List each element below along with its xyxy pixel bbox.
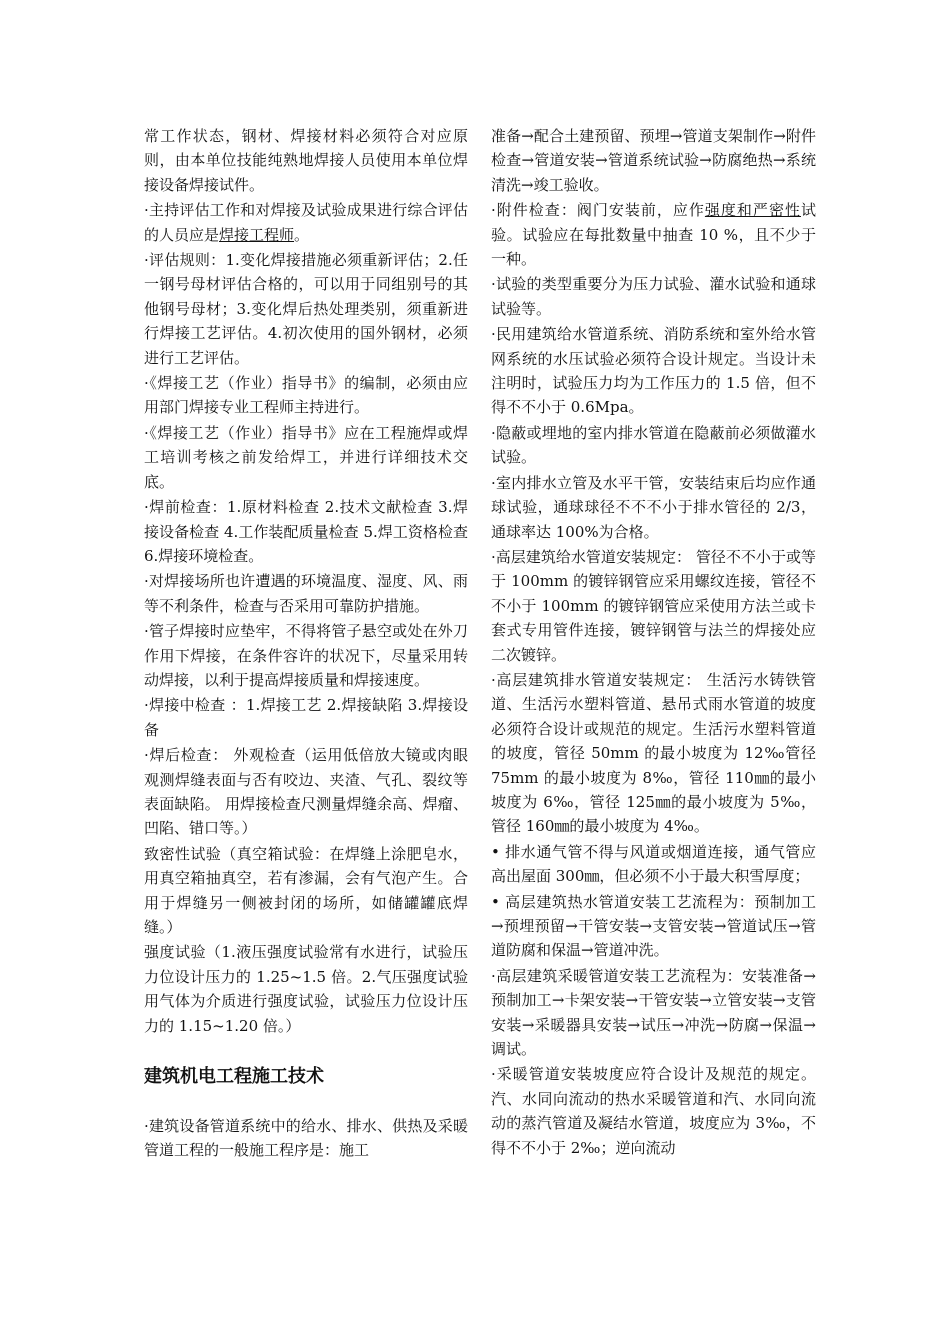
- section-heading: 建筑机电工程施工技术: [144, 1066, 324, 1088]
- paragraph: ·管子焊接时应垫牢，不得将管子悬空或处在外刀作用下焊接，在条件容许的状况下，尽量采用转动焊接，以利于提高焊接质量和焊接速度。: [144, 622, 468, 689]
- right-column: [491, 124, 816, 1161]
- paragraph: ·《焊接工艺（作业）指导书》应在工程施焊或焊工培训考核之前发给焊工，并进行详细技术交底。: [144, 423, 468, 491]
- paragraph: ·对焊接场所也许遭遇的环境温度、湿度、风、雨等不利条件，检查与否采用可靠防护措施。: [144, 572, 468, 615]
- paragraph: 致密性试验（真空箱试验：在焊缝上涂肥皂水，用真空箱抽真空，若有渗漏，会有气泡产生。合用于焊缝另一侧被封闭的场所，如储罐罐底焊缝。）: [144, 844, 468, 936]
- paragraph: ·隐蔽或埋地的室内排水管道在隐蔽前必须做灌水试验。: [491, 423, 816, 467]
- paragraph: ·采暖管道安装坡度应符合设计及规范的规定。 汽、水同向流动的热水采暖管道和汽、水同向流动的蒸汽管道及凝结水管道，坡度应为 3‰，不得不不小于 2‰；逆向流动: [491, 1065, 816, 1157]
- paragraph: ·高层建筑排水管道安装规定： 生活污水铸铁管道、生活污水塑料管道、悬吊式雨水管道的坡度必须符合设计或规范的规定。生活污水塑料管道的坡度，管径 50mm 的最小坡度为 12‰管径 75mm 的最小坡度为 8‰，管径 110㎜的最小坡度为 6‰，管径 125㎜的最小坡度为 5‰，管径 160㎜的最小坡度为 4‰。: [491, 670, 816, 836]
- paragraph: ·焊前检查：1.原材料检查 2.技术文献检查 3.焊接设备检查 4.工作装配质量检查 5.焊工资格检查 6.焊接环境检查。: [144, 498, 468, 565]
- paragraph: • 排水通气管不得与风道或烟道连接，通气管应高出屋面 300㎜，但必须不小于最大积雪厚度；: [491, 842, 816, 886]
- paragraph: 常工作状态，钢材、焊接材料必须符合对应原则，由本单位技能纯熟地焊接人员使用本单位焊接设备焊接试件。: [144, 127, 468, 194]
- paragraph: ·民用建筑给水管道系统、消防系统和室外给水管网系统的水压试验必须符合设计规定。当设计未注明时，试验压力均为工作压力的 1.5 倍，但不得不不小于 0.6Mpa。: [491, 325, 816, 417]
- paragraph: ·高层建筑采暖管道安装工艺流程为：安装准备→预制加工→卡架安装→干管安装→立管安装→支管安装→采暖器具安装→试压→冲洗→防腐→保温→调试。: [491, 966, 816, 1059]
- paragraph-text: 试验。试验应在每批数量中抽查 10 %，且不少于一种。: [491, 201, 816, 269]
- paragraph: [144, 198, 468, 247]
- paragraph: ·焊后检查： 外观检查（运用低倍放大镜或肉眼观测焊缝表面与否有咬边、夹渣、气孔、裂纹等表面缺陷。 用焊接检查尺测量焊缝余高、焊瘤、凹陷、错口等。）: [144, 746, 468, 838]
- paragraph: ·焊接中检查 ：1.焊接工艺 2.焊接缺陷 3.焊接设备: [144, 696, 468, 739]
- paragraph: ·建筑设备管道系统中的给水、排水、供热及采暖管道工程的一般施工程序是：施工: [144, 1117, 468, 1160]
- paragraph: ·《焊接工艺（作业）指导书》的编制，必须由应用部门焊接专业工程师主持进行。: [144, 374, 468, 417]
- paragraph: 强度试验（1.液压强度试验常有水进行，试验压力位设计压力的 1.25~1.5 倍。2.气压强度试验用气体为介质进行强度试验，试验压力位设计压力的 1.15~1.20 倍。）: [144, 943, 468, 1035]
- paragraph-text: ·主持评估工作和对焊接及试验成果进行综合评估的人员应是: [144, 201, 468, 244]
- paragraph: [491, 198, 816, 271]
- strength-tightness-link[interactable]: 强度和严密性: [704, 201, 801, 220]
- paragraph: ·室内排水立管及水平干管，安装结束后均应作通球试验，通球球径不不不小于排水管径的 2/3，通球率达 100%为合格。: [491, 473, 816, 541]
- paragraph-text: ·附件检查：阀门安装前，应作: [491, 201, 705, 220]
- welding-engineer-link[interactable]: 焊接工程师: [219, 225, 295, 244]
- paragraph: 准备→配合土建预留、预埋→管道支架制作→附件检查→管道安装→管道系统试验→防腐绝热→系统清洗→竣工验收。: [491, 127, 816, 194]
- paragraph: • 高层建筑热水管道安装工艺流程为：预制加工→预埋预留→干管安装→支管安装→管道试压→管道防腐和保温→管道冲洗。: [491, 892, 816, 960]
- paragraph: ·试验的类型重要分为压力试验、灌水试验和通球试验等。: [491, 275, 816, 318]
- left-column: [144, 124, 468, 1164]
- paragraph: ·评估规则：1.变化焊接措施必须重新评估；2.任一钢号母材评估合格的，可以用于同组别号的其他钢号母材；3.变化焊后热处理类别，须重新进行焊接工艺评估。4.初次使用的国外钢材，必须进行工艺评估。: [144, 251, 468, 367]
- paragraph-text: 。: [294, 225, 310, 244]
- paragraph: ·高层建筑给水管道安装规定： 管径不不小于或等于 100mm 的镀锌钢管应采用螺纹连接，管径不不小于 100mm 的镀锌钢管应采使用方法兰或卡套式专用管件连接，镀锌钢管与法兰的焊接处应二次镀锌。: [491, 547, 816, 664]
